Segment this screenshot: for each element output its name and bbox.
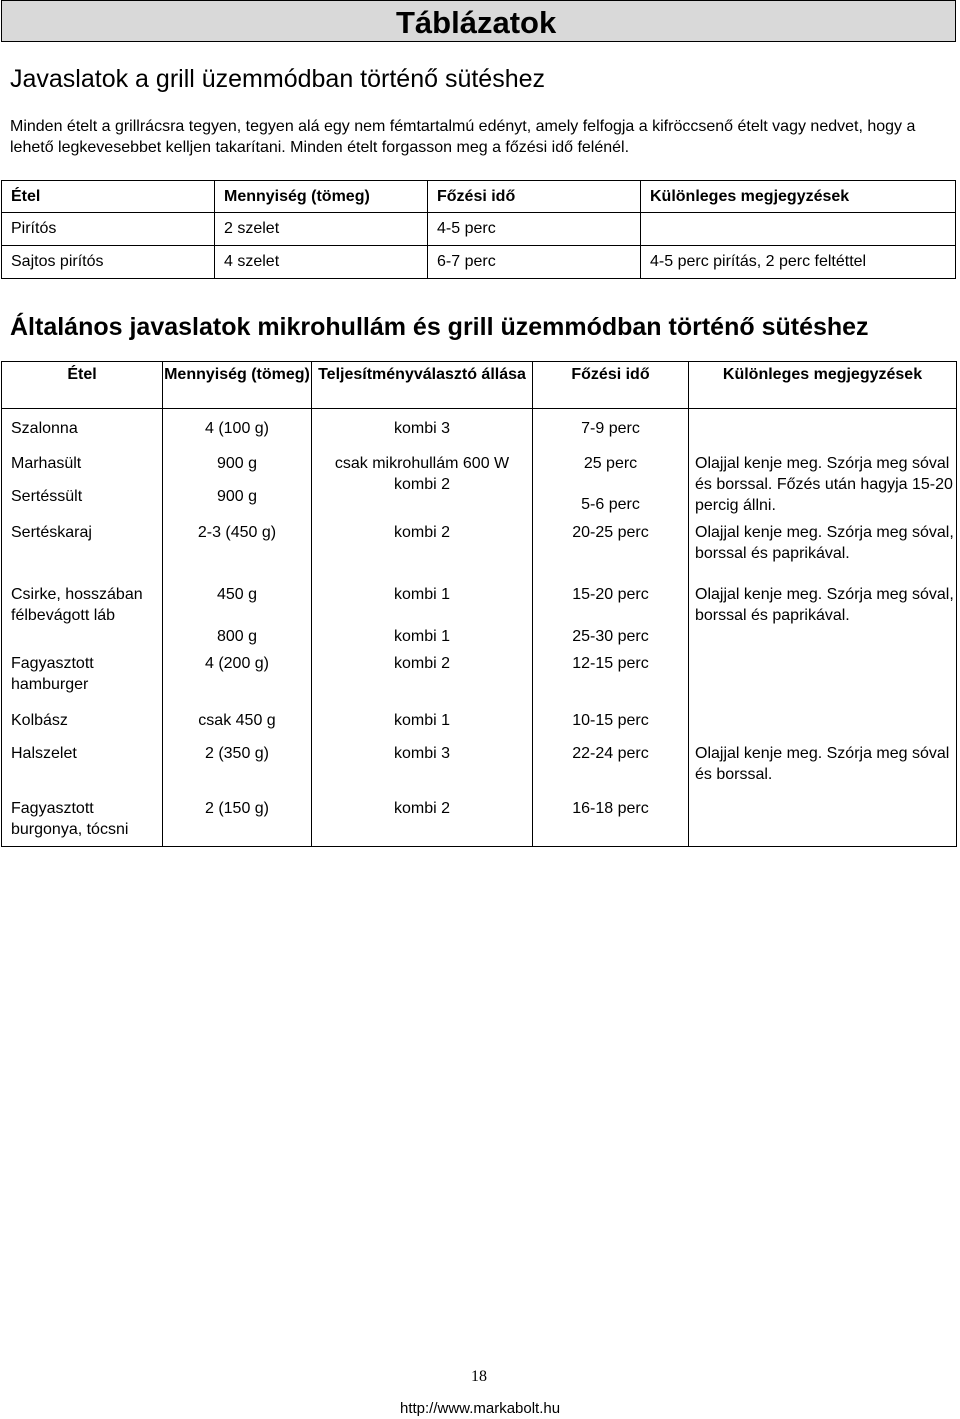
- qty-2: 800 g: [216, 627, 258, 645]
- header-fozesi-ido: Főzési idő: [533, 362, 689, 409]
- cell-time: 10-15 perc: [533, 707, 689, 740]
- cell-qty: [163, 443, 312, 520]
- mode-2: kombi 1: [393, 627, 451, 645]
- time-2: 25-30 perc: [572, 627, 649, 645]
- table-row: [2, 574, 957, 653]
- cell-mode: kombi 2: [312, 653, 533, 707]
- mode-marhasult: csak mikrohullám 600 W: [334, 454, 510, 472]
- qty-1: 450 g: [216, 585, 258, 603]
- table-row: [2, 740, 957, 794]
- table-row: [2, 246, 956, 279]
- cell-food: Csirke, hosszában félbevágott láb: [2, 574, 163, 653]
- cell-food: [2, 443, 163, 520]
- table-row: [2, 653, 957, 707]
- header-megjegyzesek: Különleges megjegyzések: [641, 181, 956, 213]
- time-sertessult: 5-6 perc: [581, 495, 640, 513]
- cell-time: 7-9 perc: [533, 409, 689, 443]
- header-etel: Étel: [2, 362, 163, 409]
- time-1: 15-20 perc: [572, 585, 649, 603]
- grill-table: [1, 180, 956, 279]
- cell-time: [533, 443, 689, 520]
- cell-note: Olajjal kenje meg. Szórja meg sóval és borssal.: [689, 740, 957, 794]
- mode-1: kombi 1: [393, 585, 451, 603]
- cell-note: 4-5 perc pirítás, 2 perc feltéttel: [641, 246, 956, 279]
- mode-sertessult: kombi 2: [393, 475, 451, 493]
- table-row: [2, 409, 957, 443]
- cell-food: Sertéskaraj: [2, 520, 163, 574]
- cell-mode: [312, 574, 533, 653]
- cell-qty: 4 (100 g): [163, 409, 312, 443]
- cell-time: 6-7 perc: [428, 246, 641, 279]
- cell-note: [689, 409, 957, 443]
- section1-heading: Javaslatok a grill üzemmódban történő sütéshez: [10, 65, 546, 93]
- cell-note: Olajjal kenje meg. Szórja meg sóval és borssal. Főzés után hagyja 15-20 percig állni.: [689, 443, 957, 520]
- header-mennyiseg: Mennyiség (tömeg): [163, 362, 312, 409]
- cell-note: Olajjal kenje meg. Szórja meg sóval, borssal és paprikával.: [689, 520, 957, 574]
- table-row: [2, 213, 956, 246]
- qty-marhasult: 900 g: [216, 454, 258, 472]
- section2-heading: Általános javaslatok mikrohullám és grill üzemmódban történő sütéshez: [10, 313, 869, 341]
- qty-sertessult: 900 g: [216, 487, 258, 505]
- cell-food: Szalonna: [2, 409, 163, 443]
- table-header-row: [2, 181, 956, 213]
- header-etel: Étel: [2, 181, 215, 213]
- table-row: [2, 520, 957, 574]
- cell-mode: [312, 443, 533, 520]
- cell-qty: 4 szelet: [215, 246, 428, 279]
- food-sertessult: Sertéssült: [11, 487, 83, 505]
- combi-table: [1, 361, 957, 847]
- cell-food: Halszelet: [2, 740, 163, 794]
- cell-food: Kolbász: [2, 707, 163, 740]
- food-marhasult: Marhasült: [11, 454, 82, 472]
- table-row: [2, 443, 957, 520]
- cell-food: Pirítós: [2, 213, 215, 246]
- cell-time: 16-18 perc: [533, 794, 689, 847]
- cell-food: Sajtos pirítós: [2, 246, 215, 279]
- cell-note: [689, 653, 957, 707]
- cell-mode: kombi 3: [312, 740, 533, 794]
- header-fozesi-ido: Főzési idő: [428, 181, 641, 213]
- time-marhasult: 25 perc: [583, 454, 638, 472]
- cell-note: Olajjal kenje meg. Szórja meg sóval, borssal és paprikával.: [689, 574, 957, 653]
- title-banner: [1, 0, 956, 42]
- cell-qty: 2 (150 g): [163, 794, 312, 847]
- cell-mode: kombi 1: [312, 707, 533, 740]
- cell-qty: csak 450 g: [163, 707, 312, 740]
- cell-qty: [163, 574, 312, 653]
- cell-note: [689, 707, 957, 740]
- cell-food: Fagyasztott burgonya, tócsni: [2, 794, 163, 847]
- cell-time: 4-5 perc: [428, 213, 641, 246]
- cell-note: [689, 794, 957, 847]
- cell-time: 20-25 perc: [533, 520, 689, 574]
- cell-time: 22-24 perc: [533, 740, 689, 794]
- cell-qty: 2 (350 g): [163, 740, 312, 794]
- header-teljesitmeny: Teljesítményválasztó állása: [312, 362, 533, 409]
- cell-food: Fagyasztott hamburger: [2, 653, 163, 707]
- cell-mode: kombi 2: [312, 520, 533, 574]
- table-row: [2, 707, 957, 740]
- page-number: 18: [471, 1368, 487, 1385]
- cell-time: 12-15 perc: [533, 653, 689, 707]
- footer-url: http://www.markabolt.hu: [400, 1400, 561, 1417]
- cell-qty: 2-3 (450 g): [163, 520, 312, 574]
- cell-mode: kombi 3: [312, 409, 533, 443]
- table-header-row: [2, 362, 957, 409]
- cell-time: [533, 574, 689, 653]
- table-row: [2, 794, 957, 847]
- cell-qty: 4 (200 g): [163, 653, 312, 707]
- cell-qty: 2 szelet: [215, 213, 428, 246]
- section1-intro: Minden ételt a grillrácsra tegyen, tegyen alá egy nem fémtartalmú edényt, amely felfogja a kifröccsenő ételt vagy nedvet, hogy a lehető legkevesebbet kelljen takarítani. Minden ételt forgasson meg a főzési idő felénél.: [10, 118, 916, 156]
- cell-mode: kombi 2: [312, 794, 533, 847]
- header-mennyiseg: Mennyiség (tömeg): [215, 181, 428, 213]
- page-title: Táblázatok: [396, 5, 557, 40]
- cell-note: [641, 213, 956, 246]
- header-megjegyzesek: Különleges megjegyzések: [689, 362, 957, 409]
